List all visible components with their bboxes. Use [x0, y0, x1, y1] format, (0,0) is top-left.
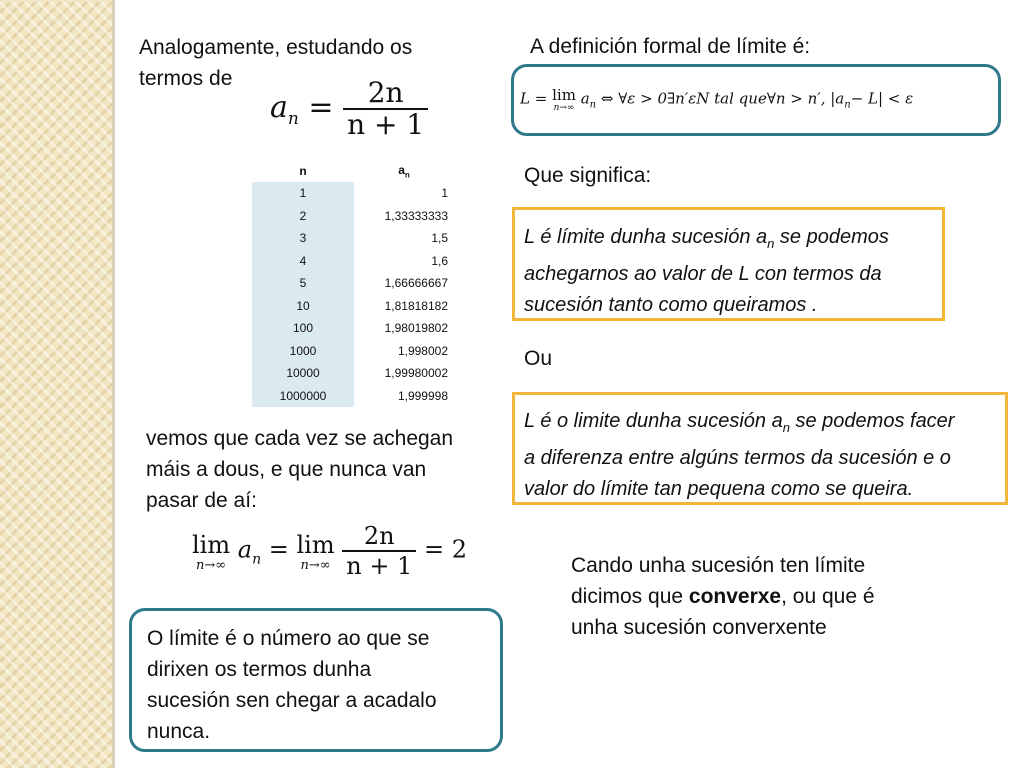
- table-cell-an: 1,66666667: [384, 276, 448, 291]
- observation-text: vemos que cada vez se achegan máis a dous, e que nunca van pasar de aí:: [146, 427, 454, 512]
- table-row: [252, 362, 454, 385]
- table-cell-an: 1,5: [431, 231, 448, 246]
- table-row: [252, 250, 454, 273]
- table-cell-n: 10000: [252, 362, 354, 385]
- meaning-text-2: L é o limite dunha sucesión $a_n$ se podemos facer a diferenza entre algúns termos da sucesión e o valor do límite tan pequena como se queira.: [524, 410, 955, 500]
- table-cell-n: 4: [252, 250, 354, 273]
- table-cell-an: 1,33333333: [384, 208, 448, 223]
- table-cell-n: 3: [252, 227, 354, 250]
- table-cell-an: 1,81818182: [384, 298, 448, 313]
- limit-definition-box: [129, 608, 503, 752]
- table-cell-an: 1: [441, 186, 448, 201]
- table-row: [252, 317, 454, 340]
- limit-definition-text: O límite é o número ao que se dirixen os termos dunha sucesión sen chegar a acadalo nunca.: [147, 627, 437, 743]
- meaning-text-1: L é límite dunha sucesión $a_n$ se podemos achegarnos ao valor de L con termos da sucesión tanto como queiramos .: [524, 226, 889, 316]
- table-header-n: n: [299, 164, 307, 178]
- table-cell-n: 10: [252, 295, 354, 318]
- table-row: [252, 182, 454, 205]
- sequence-formula: $a_n$ = $\frac{2n}{n + 1}$: [270, 78, 428, 140]
- meaning-label: Que significa:: [524, 164, 652, 187]
- formal-definition-title: A definición formal de límite é:: [530, 35, 811, 58]
- table-row: [252, 272, 454, 295]
- table-cell-an: 1,998002: [397, 343, 448, 358]
- table-header-row: [252, 160, 454, 182]
- table-cell-an: 1,999998: [397, 388, 448, 403]
- table-cell-n: 1000000: [252, 385, 354, 408]
- table-cell-n: 5: [252, 272, 354, 295]
- converxe-term: converxe: [688, 585, 782, 608]
- table-cell-an: 1,6: [431, 253, 448, 268]
- intro-text: Analogamente, estudando os termos de: [139, 36, 413, 90]
- table-row: [252, 227, 454, 250]
- table-row: [252, 340, 454, 363]
- table-row: [252, 295, 454, 318]
- meaning-box-1: [512, 207, 945, 321]
- or-label: Ou: [524, 347, 553, 370]
- table-row: [252, 385, 454, 408]
- limit-formula: lim n→∞ $a_n = \lim$ n→∞ $\frac{2n}{n + 1}$ = 2: [192, 522, 467, 580]
- side-divider: [112, 0, 115, 768]
- table-row: [252, 205, 454, 228]
- convergence-text: Cando unha sucesión ten límite dicimos que converxe, ou que é unha sucesión converxente: [571, 554, 875, 639]
- table-cell-n: 100: [252, 317, 354, 340]
- table-cell-an: 1,98019802: [384, 321, 448, 336]
- table-header-an: $a_n$: [398, 162, 410, 180]
- sequence-values-table: [252, 160, 454, 407]
- decorative-side-strip: [0, 0, 112, 768]
- table-cell-an: 1,99980002: [384, 366, 448, 381]
- formal-definition-formula: L = lim n→∞ $a_n$ ⇔ ∀ε > 0∃n′εN tal que∀n > n′, $|a_n- L| < \varepsilon$: [520, 86, 914, 113]
- table-cell-n: 2: [252, 205, 354, 228]
- table-cell-n: 1: [252, 182, 354, 205]
- table-cell-n: 1000: [252, 340, 354, 363]
- meaning-box-2: [512, 392, 1008, 505]
